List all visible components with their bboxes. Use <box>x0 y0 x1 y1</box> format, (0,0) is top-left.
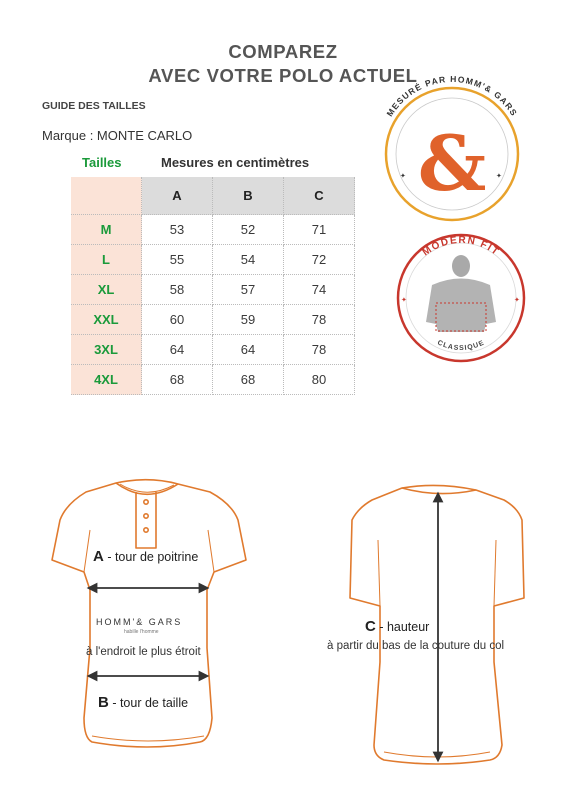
svg-text:✦: ✦ <box>401 297 407 304</box>
brand-logo: HOMM'& GARS <box>96 617 183 627</box>
value-cell: 60 <box>142 305 213 335</box>
svg-text:✦: ✦ <box>400 173 406 180</box>
size-cell: M <box>71 215 142 245</box>
value-cell: 53 <box>142 215 213 245</box>
column-header: A <box>142 177 213 215</box>
value-cell: 54 <box>213 245 284 275</box>
svg-text:✦: ✦ <box>514 297 520 304</box>
size-cell: L <box>71 245 142 275</box>
size-cell: 3XL <box>71 335 142 365</box>
svg-text:MODERN FIT <box>421 235 502 258</box>
value-cell: 52 <box>213 215 284 245</box>
brand-logo-sub: habille l'homme <box>124 629 159 635</box>
value-cell: 55 <box>142 245 213 275</box>
brand-name: MONTE CARLO <box>96 128 193 143</box>
sizes-header: Tailles <box>82 155 122 170</box>
size-cell: 4XL <box>71 365 142 395</box>
classique-text: CLASSIQUE <box>436 339 486 352</box>
value-cell: 68 <box>142 365 213 395</box>
badge-ring-text: MESURÉ PAR HOMM'& GARS <box>384 73 520 119</box>
value-cell: 78 <box>284 335 355 365</box>
column-header: B <box>213 177 284 215</box>
value-cell: 74 <box>284 275 355 305</box>
svg-text:MESURÉ PAR HOMM'& GARS <box>384 74 519 118</box>
value-cell: 64 <box>213 335 284 365</box>
modern-fit-text: MODERN FIT <box>420 234 502 259</box>
column-header: C <box>284 177 355 215</box>
waist-letter: B <box>98 694 109 711</box>
size-cell: XL <box>71 275 142 305</box>
value-cell: 78 <box>284 305 355 335</box>
size-guide-label: GUIDE DES TAILLES <box>42 100 146 112</box>
front-note: à l'endroit le plus étroit <box>86 646 201 658</box>
brand-label: Marque : <box>42 128 97 143</box>
value-cell: 64 <box>142 335 213 365</box>
value-cell: 80 <box>284 365 355 395</box>
height-text: - hauteur <box>375 620 430 634</box>
measures-header: Mesures en centimètres <box>161 155 310 170</box>
value-cell: 58 <box>142 275 213 305</box>
back-note: à partir du bas de la couture du col <box>327 640 505 652</box>
page-title-line1: COMPAREZ <box>228 41 338 62</box>
value-cell: 72 <box>284 245 355 275</box>
chest-label <box>93 548 198 565</box>
waist-label <box>98 694 188 711</box>
svg-text:✦: ✦ <box>496 173 502 180</box>
modern-fit-badge <box>398 235 524 361</box>
page-title-line2: AVEC VOTRE POLO ACTUEL <box>148 65 418 86</box>
chest-letter: A <box>93 548 104 565</box>
height-label <box>365 618 429 635</box>
ampersand-logo: & <box>417 119 487 208</box>
height-letter: C <box>365 618 376 635</box>
waist-text: - tour de taille <box>108 696 189 710</box>
measured-by-badge <box>384 74 519 220</box>
value-cell: 57 <box>213 275 284 305</box>
torso-icon <box>426 255 496 332</box>
value-cell: 59 <box>213 305 284 335</box>
chest-text: - tour de poitrine <box>103 550 199 564</box>
size-cell: XXL <box>71 305 142 335</box>
value-cell: 71 <box>284 215 355 245</box>
value-cell: 68 <box>213 365 284 395</box>
